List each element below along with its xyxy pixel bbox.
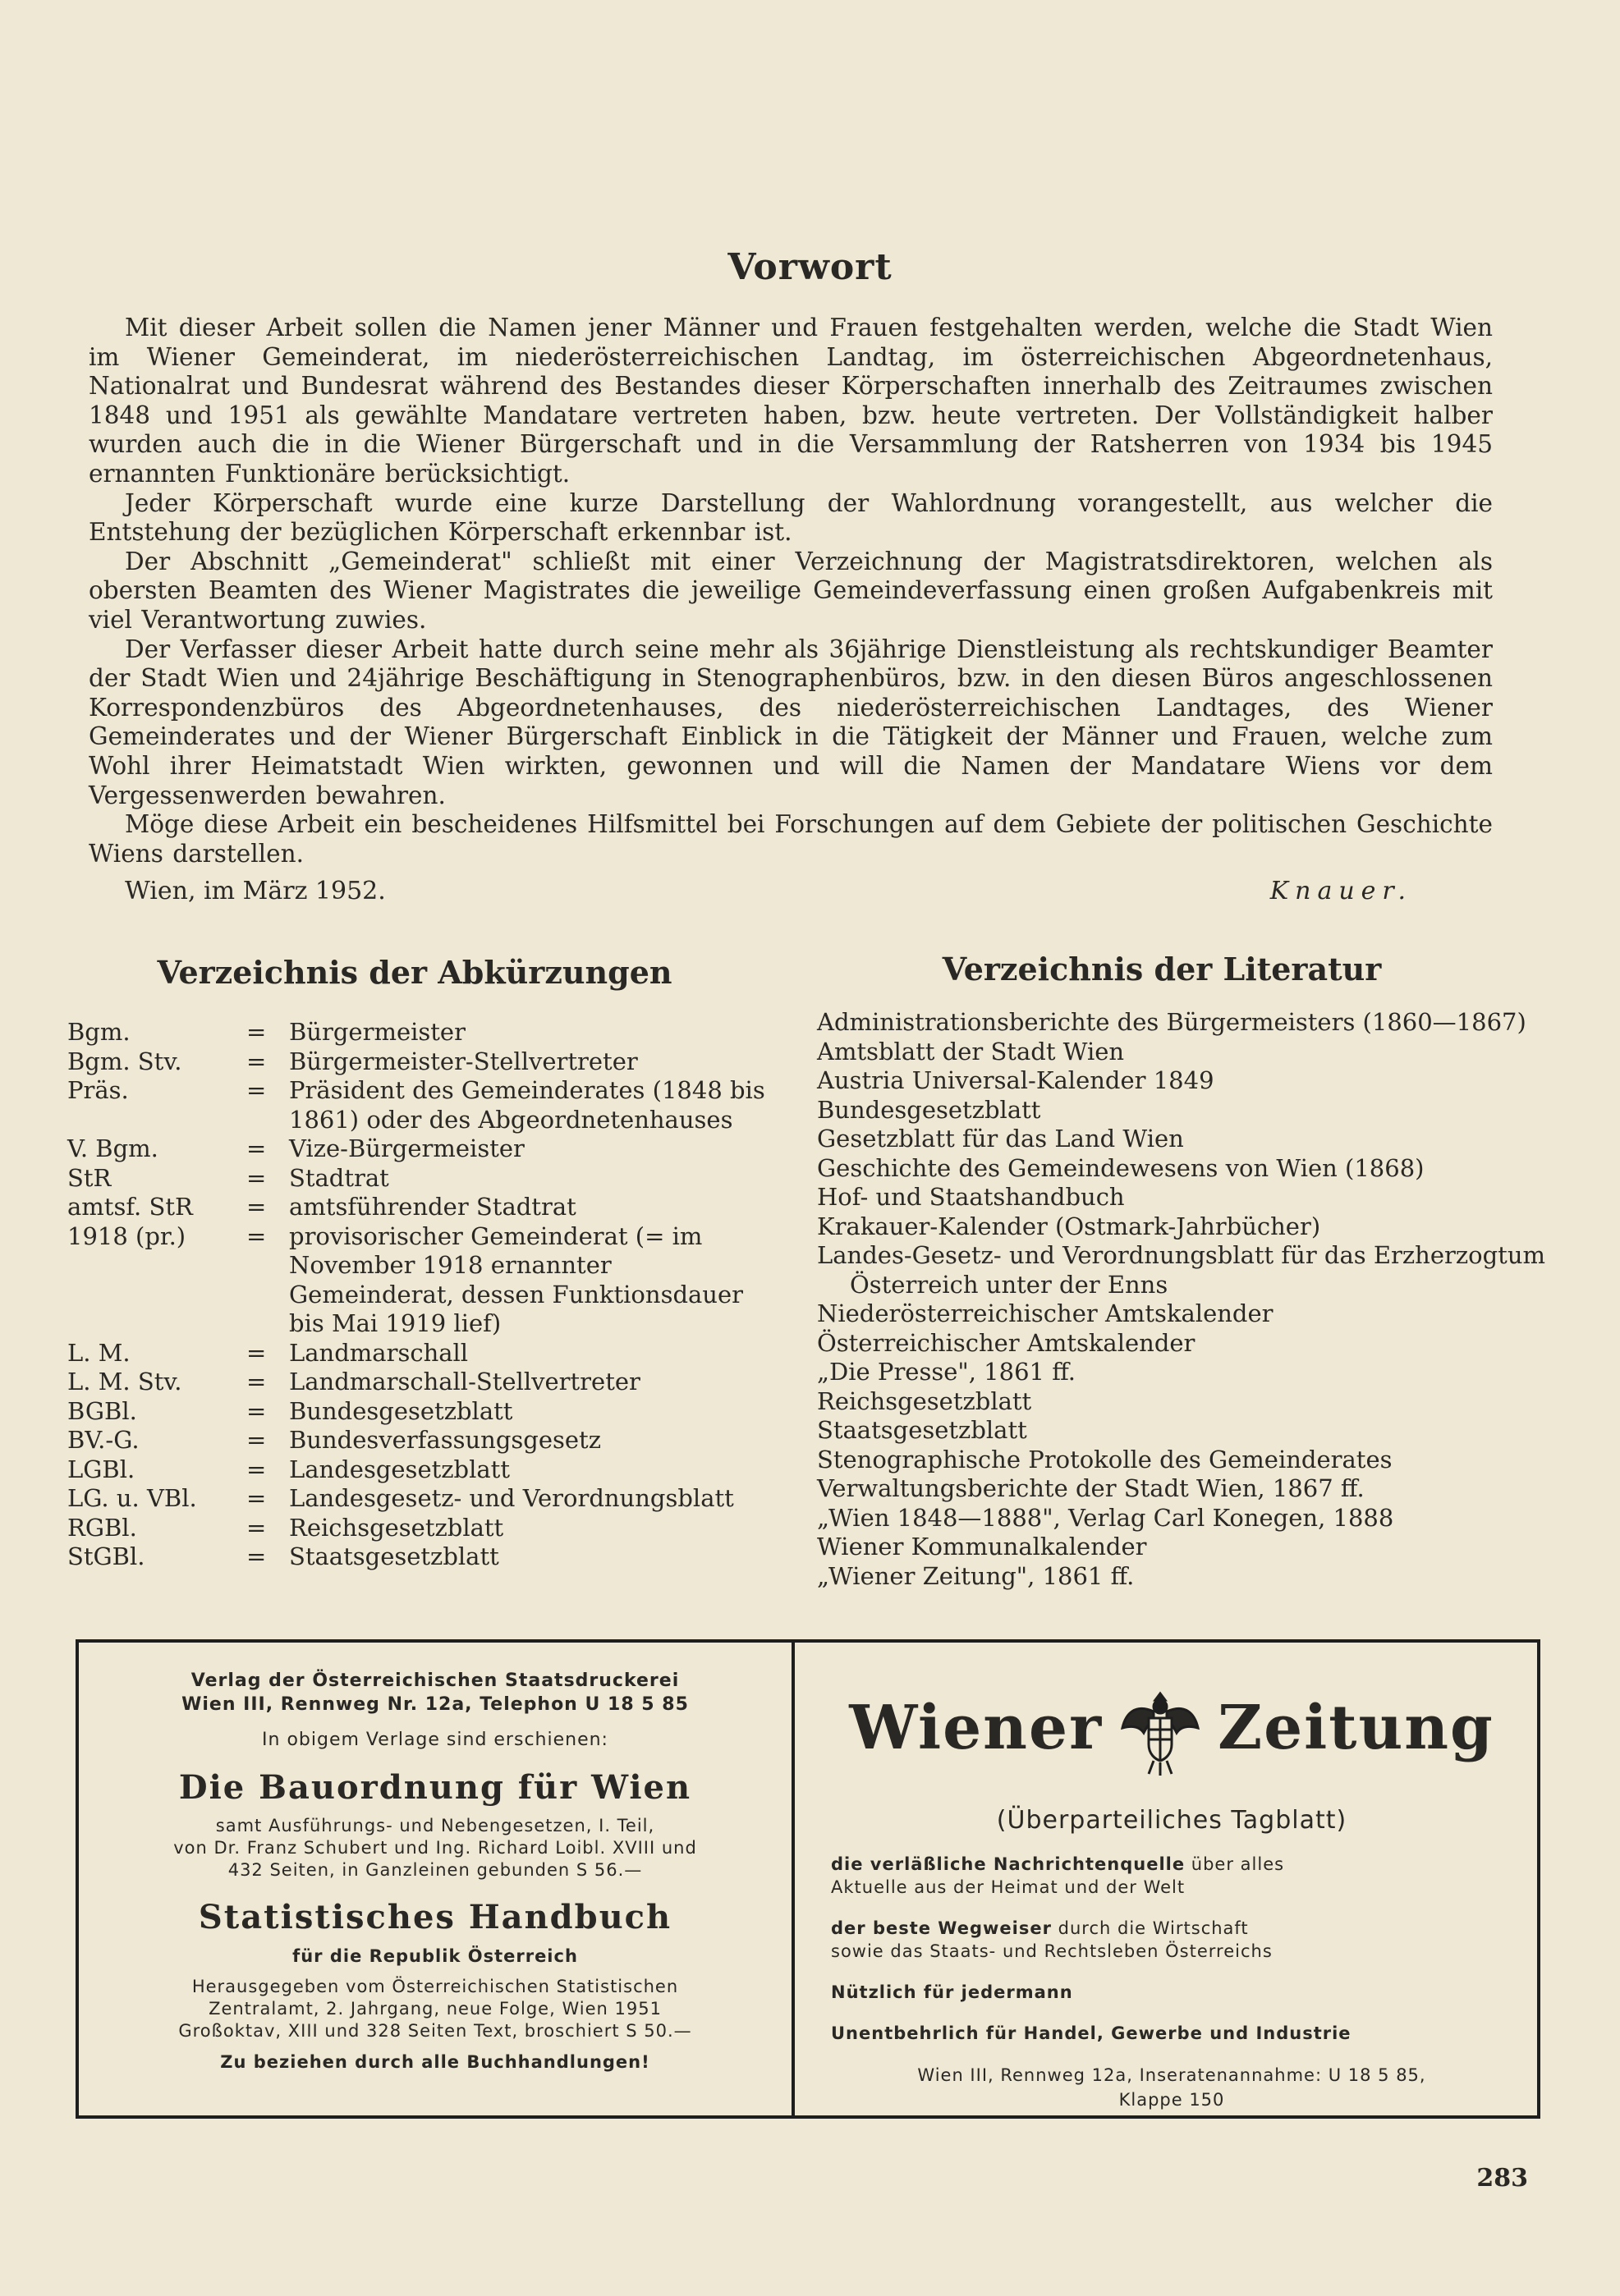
foreword-text	[89, 314, 1493, 868]
literature-item: „Wien 1848—1888", Verlag Carl Konegen, 1888	[817, 1503, 1394, 1532]
publisher-intro: In obigem Verlage sind erschienen:	[262, 1730, 608, 1750]
feature-text: über alles	[1191, 1854, 1285, 1874]
abbreviation-key: RGBl.	[67, 1513, 137, 1542]
book-description-line: 432 Seiten, in Ganzleinen gebunden S 56.—	[227, 1860, 643, 1880]
publisher-address: Wien III, Rennweg Nr. 12a, Telephon U 18 5 85	[181, 1694, 689, 1715]
abbreviation-meaning: Stadtrat	[289, 1163, 389, 1192]
abbreviation-key: StR	[67, 1163, 112, 1192]
newspaper-feature	[831, 1853, 1512, 1899]
newspaper-advertisement	[831, 1675, 1512, 2112]
book-description-line: Herausgegeben vom Österreichischen Statistischen	[191, 1977, 679, 1996]
literature-list	[817, 1008, 1556, 1591]
book-description-line: von Dr. Franz Schubert und Ing. Richard Loibl. XVIII und	[173, 1838, 697, 1858]
book-description	[82, 1815, 788, 1881]
feature-highlight: Nützlich für jedermann	[831, 1982, 1073, 2002]
abbreviation-key: BV.-G.	[67, 1426, 140, 1454]
page-title: Vorwort	[727, 246, 893, 288]
address-line: Klappe 150	[1118, 2090, 1225, 2110]
feature-text: durch die Wirtschaft	[1058, 1918, 1249, 1938]
publisher-advertisement	[82, 1669, 788, 2074]
equals-sign: =	[246, 1455, 267, 1483]
abbreviation-key: Bgm.	[67, 1018, 131, 1046]
literature-item: Administrationsberichte des Bürgermeisters (1860—1867)	[817, 1008, 1526, 1036]
abbreviation-meaning: Staatsgesetzblatt	[289, 1542, 499, 1570]
abbreviation-row	[67, 1514, 806, 1543]
literature-item: Bundesgesetzblatt	[817, 1095, 1041, 1124]
book-title: Die Bauordnung für Wien	[178, 1768, 692, 1807]
newspaper-feature	[831, 2022, 1512, 2045]
abbreviation-meaning: Bürgermeister-Stellvertreter	[289, 1047, 638, 1075]
newspaper-masthead	[831, 1675, 1512, 1781]
abbreviation-meaning: Vize-Bürgermeister	[289, 1134, 525, 1162]
abbreviation-meaning: Landmarschall	[289, 1338, 469, 1367]
abbreviation-meaning: Reichsgesetzblatt	[289, 1513, 504, 1542]
abbreviation-row	[67, 1193, 806, 1222]
literature-item: Krakauer-Kalender (Ostmark-Jahrbücher)	[817, 1212, 1321, 1240]
author-signature: Knauer.	[1269, 877, 1412, 905]
abbreviation-meaning: Präsident des Gemeinderates (1848 bis 1861) oder des Abgeordnetenhauses	[289, 1076, 765, 1134]
literature-item: Reichsgesetzblatt	[817, 1386, 1032, 1415]
abbreviation-meaning: provisorischer Gemeinderat (= im November 1918 ernannter Gemeinderat, dessen Funktionsdauer bis Mai 1919 lief)	[289, 1221, 744, 1337]
abbreviation-row	[67, 1134, 806, 1164]
abbreviation-key: BGBl.	[67, 1396, 137, 1425]
equals-sign: =	[246, 1018, 267, 1046]
abbreviation-key: 1918 (pr.)	[67, 1221, 186, 1250]
abbreviation-row	[67, 1455, 806, 1485]
literature-item: Austria Universal-Kalender 1849	[817, 1066, 1214, 1094]
book-description-line: Großoktav, XIII und 328 Seiten Text, broschiert S 50.—	[178, 2021, 692, 2041]
literature-item: Staatsgesetzblatt	[817, 1416, 1027, 1444]
literature-item: Geschichte des Gemeindewesens von Wien (1868)	[817, 1153, 1425, 1182]
abbreviation-row	[67, 1339, 806, 1368]
abbreviation-key: StGBl.	[67, 1542, 145, 1570]
book-subtitle: für die Republik Österreich	[292, 1946, 578, 1966]
equals-sign: =	[246, 1163, 267, 1192]
abbreviation-meaning: Landmarschall-Stellvertreter	[289, 1368, 640, 1395]
abbreviation-row	[67, 1164, 806, 1194]
place-date: Wien, im März 1952.	[125, 877, 386, 905]
abbreviation-row	[67, 1368, 806, 1397]
equals-sign: =	[246, 1426, 267, 1454]
feature-text: Aktuelle aus der Heimat und der Welt	[831, 1877, 1186, 1897]
abbreviation-key: Präs.	[67, 1076, 129, 1104]
abbreviations-list	[67, 1018, 806, 1572]
abbreviation-meaning: Landesgesetzblatt	[289, 1455, 510, 1483]
equals-sign: =	[246, 1542, 267, 1570]
literature-item: Landes-Gesetz- und Verordnungsblatt für das Erzherzogtum Österreich unter der Enns	[817, 1241, 1546, 1299]
newspaper-feature	[831, 1981, 1512, 2004]
abbreviation-row	[67, 1222, 806, 1339]
literature-item: Wiener Kommunalkalender	[817, 1533, 1147, 1560]
abbreviation-key: L. M. Stv.	[67, 1368, 182, 1395]
abbreviation-row	[67, 1484, 806, 1514]
masthead-word: Wiener	[849, 1693, 1104, 1763]
abbreviation-row	[67, 1076, 806, 1134]
literature-item: Gesetzblatt für das Land Wien	[817, 1125, 1184, 1153]
equals-sign: =	[246, 1193, 267, 1221]
newspaper-feature	[831, 1917, 1512, 1963]
equals-sign: =	[246, 1047, 267, 1075]
literature-item: Verwaltungsberichte der Stadt Wien, 1867 ff.	[817, 1474, 1365, 1502]
abbreviation-key: Bgm. Stv.	[67, 1047, 182, 1075]
masthead-word: Zeitung	[1218, 1693, 1494, 1763]
abbreviation-row	[67, 1018, 806, 1047]
equals-sign: =	[246, 1338, 267, 1367]
abbreviation-row	[67, 1542, 806, 1572]
abbreviation-meaning: Bürgermeister	[289, 1018, 466, 1046]
book-description	[82, 1976, 788, 2042]
feature-highlight: die verläßliche Nachrichtenquelle	[831, 1854, 1186, 1874]
equals-sign: =	[246, 1484, 267, 1512]
literature-item: „Die Presse", 1861 ff.	[817, 1358, 1076, 1386]
address-line: Wien III, Rennweg 12a, Inseratenannahme: U 18 5 85,	[917, 2065, 1426, 2085]
literature-item: „Wiener Zeitung", 1861 ff.	[817, 1561, 1135, 1590]
equals-sign: =	[246, 1396, 267, 1425]
abbreviation-key: amtsf. StR	[67, 1193, 193, 1221]
feature-highlight: Unentbehrlich für Handel, Gewerbe und Industrie	[831, 2023, 1352, 2043]
literature-item: Niederösterreichischer Amtskalender	[817, 1299, 1274, 1327]
book-title: Statistisches Handbuch	[198, 1898, 672, 1936]
abbreviation-key: L. M.	[67, 1338, 131, 1367]
feature-text: sowie das Staats- und Rechtsleben Österreichs	[831, 1941, 1273, 1961]
abbreviation-row	[67, 1397, 806, 1427]
advertisement-divider	[792, 1639, 795, 2119]
literature-heading: Verzeichnis der Literatur	[942, 951, 1382, 988]
literature-item: Hof- und Staatshandbuch	[817, 1183, 1125, 1211]
abbreviation-key: LG. u. VBl.	[67, 1484, 197, 1512]
equals-sign: =	[246, 1134, 267, 1162]
abbreviation-meaning: Bundesgesetzblatt	[289, 1396, 513, 1425]
abbreviations-heading: Verzeichnis der Abkürzungen	[157, 954, 672, 991]
newspaper-address	[831, 2063, 1512, 2112]
feature-highlight: der beste Wegweiser	[831, 1918, 1052, 1938]
eagle-emblem-icon	[1119, 1679, 1201, 1777]
foreword-paragraph: Möge diese Arbeit ein bescheidenes Hilfsmittel bei Forschungen auf dem Gebiete der politischen Geschichte Wiens darstellen.	[89, 810, 1493, 868]
equals-sign: =	[246, 1513, 267, 1542]
book-description-line: samt Ausführungs- und Nebengesetzen, I. Teil,	[215, 1816, 655, 1835]
publisher-name: Verlag der Österreichischen Staatsdruckerei	[190, 1670, 680, 1691]
book-description-line: Zentralamt, 2. Jahrgang, neue Folge, Wien 1951	[209, 1999, 662, 2019]
literature-item: Österreichischer Amtskalender	[817, 1328, 1195, 1357]
abbreviation-row	[67, 1047, 806, 1077]
newspaper-subtitle: (Überparteiliches Tagblatt)	[996, 1806, 1347, 1835]
abbreviation-meaning: Bundesverfassungsgesetz	[289, 1426, 601, 1454]
equals-sign: =	[246, 1221, 267, 1250]
abbreviation-meaning: amtsführender Stadtrat	[289, 1193, 576, 1221]
equals-sign: =	[246, 1368, 267, 1395]
literature-item: Stenographische Protokolle des Gemeinderates	[817, 1445, 1393, 1473]
availability-note: Zu beziehen durch alle Buchhandlungen!	[220, 2052, 650, 2072]
literature-item: Amtsblatt der Stadt Wien	[817, 1037, 1125, 1066]
foreword-paragraph: Der Abschnitt „Gemeinderat" schließt mit einer Verzeichnung der Magistratsdirektoren, welchen als obersten Beamten des Wiener Magistrates die jeweilige Gemeindeverfassung einen großen Aufgabenkreis mit viel Verantwortung zuwies.	[89, 547, 1493, 634]
foreword-paragraph: Der Verfasser dieser Arbeit hatte durch seine mehr als 36jährige Dienstleistung als rechtskundiger Beamter der Stadt Wien und 24jährige Beschäftigung in Stenographenbüros, bzw. in den diesen Büros angeschlossenen Korrespondenzbüros des Abgeordnetenhauses, des niederösterreichischen Landtages, des Wiener Gemeinderates und der Wiener Bürgerschaft Einblick in die Tätigkeit der Männer und Frauen, welche zum Wohl ihrer Heimatstadt Wien wirkten, gewonnen und will die Namen der Mandatare Wiens vor dem Vergessenwerden bewahren.	[89, 635, 1493, 809]
abbreviation-key: LGBl.	[67, 1455, 135, 1483]
abbreviation-key: V. Bgm.	[67, 1134, 158, 1162]
equals-sign: =	[246, 1076, 267, 1104]
abbreviation-row	[67, 1426, 806, 1455]
page-number: 283	[1476, 2164, 1528, 2193]
foreword-paragraph: Mit dieser Arbeit sollen die Namen jener Männer und Frauen festgehalten werden, welche die Stadt Wien im Wiener Gemeinderat, im niederösterreichischen Landtag, im österreichischen Abgeordnetenhaus, Nationalrat und Bundesrat während des Bestandes dieser Körperschaften innerhalb des Zeitraumes zwischen 1848 und 1951 als gewählte Mandatare vertreten haben, bzw. heute vertreten. Der Vollständigkeit halber wurden auch die in die Wiener Bürgerschaft und in die Versammlung der Ratsherren von 1934 bis 1945 ernannten Funktionäre berücksichtigt.	[89, 314, 1493, 488]
foreword-paragraph: Jeder Körperschaft wurde eine kurze Darstellung der Wahlordnung vorangestellt, aus welcher die Entstehung der bezüglichen Körperschaft erkennbar ist.	[89, 488, 1493, 547]
abbreviation-meaning: Landesgesetz- und Verordnungsblatt	[289, 1484, 734, 1512]
